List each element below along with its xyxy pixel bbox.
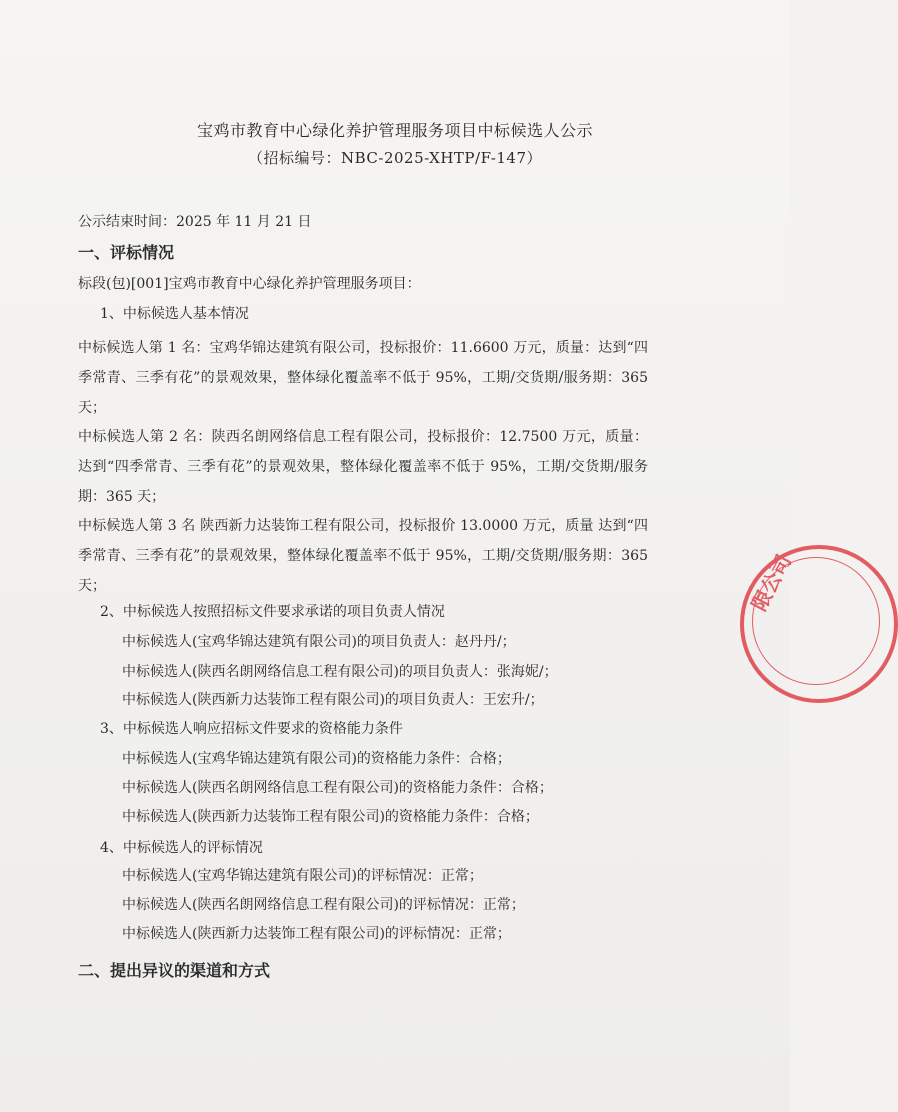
notice-end-time: 公示结束时间：2025 年 11 月 21 日: [78, 214, 312, 230]
project-manager-line-2: 中标候选人(陕西名朗网络信息工程有限公司)的项目负责人：张海妮/；: [122, 664, 558, 680]
seal-text: 限公司: [746, 550, 797, 615]
evaluation-line-2: 中标候选人(陕西名朗网络信息工程有限公司)的评标情况：正常；: [122, 897, 525, 913]
document-title: 宝鸡市教育中心绿化养护管理服务项目中标候选人公示: [196, 121, 593, 140]
tender-number: （招标编号：NBC-2025-XHTP/F-147）: [247, 149, 543, 167]
subheading-basic-info: 1、中标候选人基本情况: [100, 306, 249, 322]
candidate-3-paragraph: 中标候选人第 3 名 陕西新力达装饰工程有限公司，投标报价 13.0000 万元，质量 达到“四季常青、三季有花”的景观效果，整体绿化覆盖率不低于 95%，工期/交货期/服务期：365 天；: [78, 518, 648, 594]
project-manager-line-3: 中标候选人(陕西新力达装饰工程有限公司)的项目负责人：王宏升/；: [122, 692, 544, 708]
section-heading-evaluation: 一、评标情况: [78, 243, 175, 262]
evaluation-line-1: 中标候选人(宝鸡华锦达建筑有限公司)的评标情况：正常；: [122, 868, 483, 884]
subheading-project-manager: 2、中标候选人按照招标文件要求承诺的项目负责人情况: [100, 604, 445, 620]
project-manager-line-1: 中标候选人(宝鸡华锦达建筑有限公司)的项目负责人：赵丹丹/；: [122, 634, 516, 650]
evaluation-line-3: 中标候选人(陕西新力达装饰工程有限公司)的评标情况：正常；: [122, 926, 511, 942]
subheading-qualification: 3、中标候选人响应招标文件要求的资格能力条件: [100, 721, 403, 737]
candidate-1-paragraph: 中标候选人第 1 名：宝鸡华锦达建筑有限公司，投标报价：11.6600 万元，质量：达到“四季常青、三季有花”的景观效果，整体绿化覆盖率不低于 95%，工期/交货期/服务期：365 天；: [78, 340, 648, 416]
company-seal-stamp: [740, 545, 898, 703]
qualification-line-2: 中标候选人(陕西名朗网络信息工程有限公司)的资格能力条件：合格；: [122, 780, 553, 796]
qualification-line-1: 中标候选人(宝鸡华锦达建筑有限公司)的资格能力条件：合格；: [122, 751, 511, 767]
section-heading-objection: 二、提出异议的渠道和方式: [78, 961, 271, 980]
qualification-line-3: 中标候选人(陕西新力达装饰工程有限公司)的资格能力条件：合格；: [122, 809, 539, 825]
subheading-evaluation-status: 4、中标候选人的评标情况: [100, 840, 263, 856]
candidate-2-paragraph: 中标候选人第 2 名：陕西名朗网络信息工程有限公司，投标报价：12.7500 万元，质量：达到“四季常青、三季有花”的景观效果，整体绿化覆盖率不低于 95%，工期/交货期/服务期：365 天；: [78, 429, 648, 505]
lot-line: 标段(包)[001]宝鸡市教育中心绿化养护管理服务项目：: [78, 276, 421, 292]
